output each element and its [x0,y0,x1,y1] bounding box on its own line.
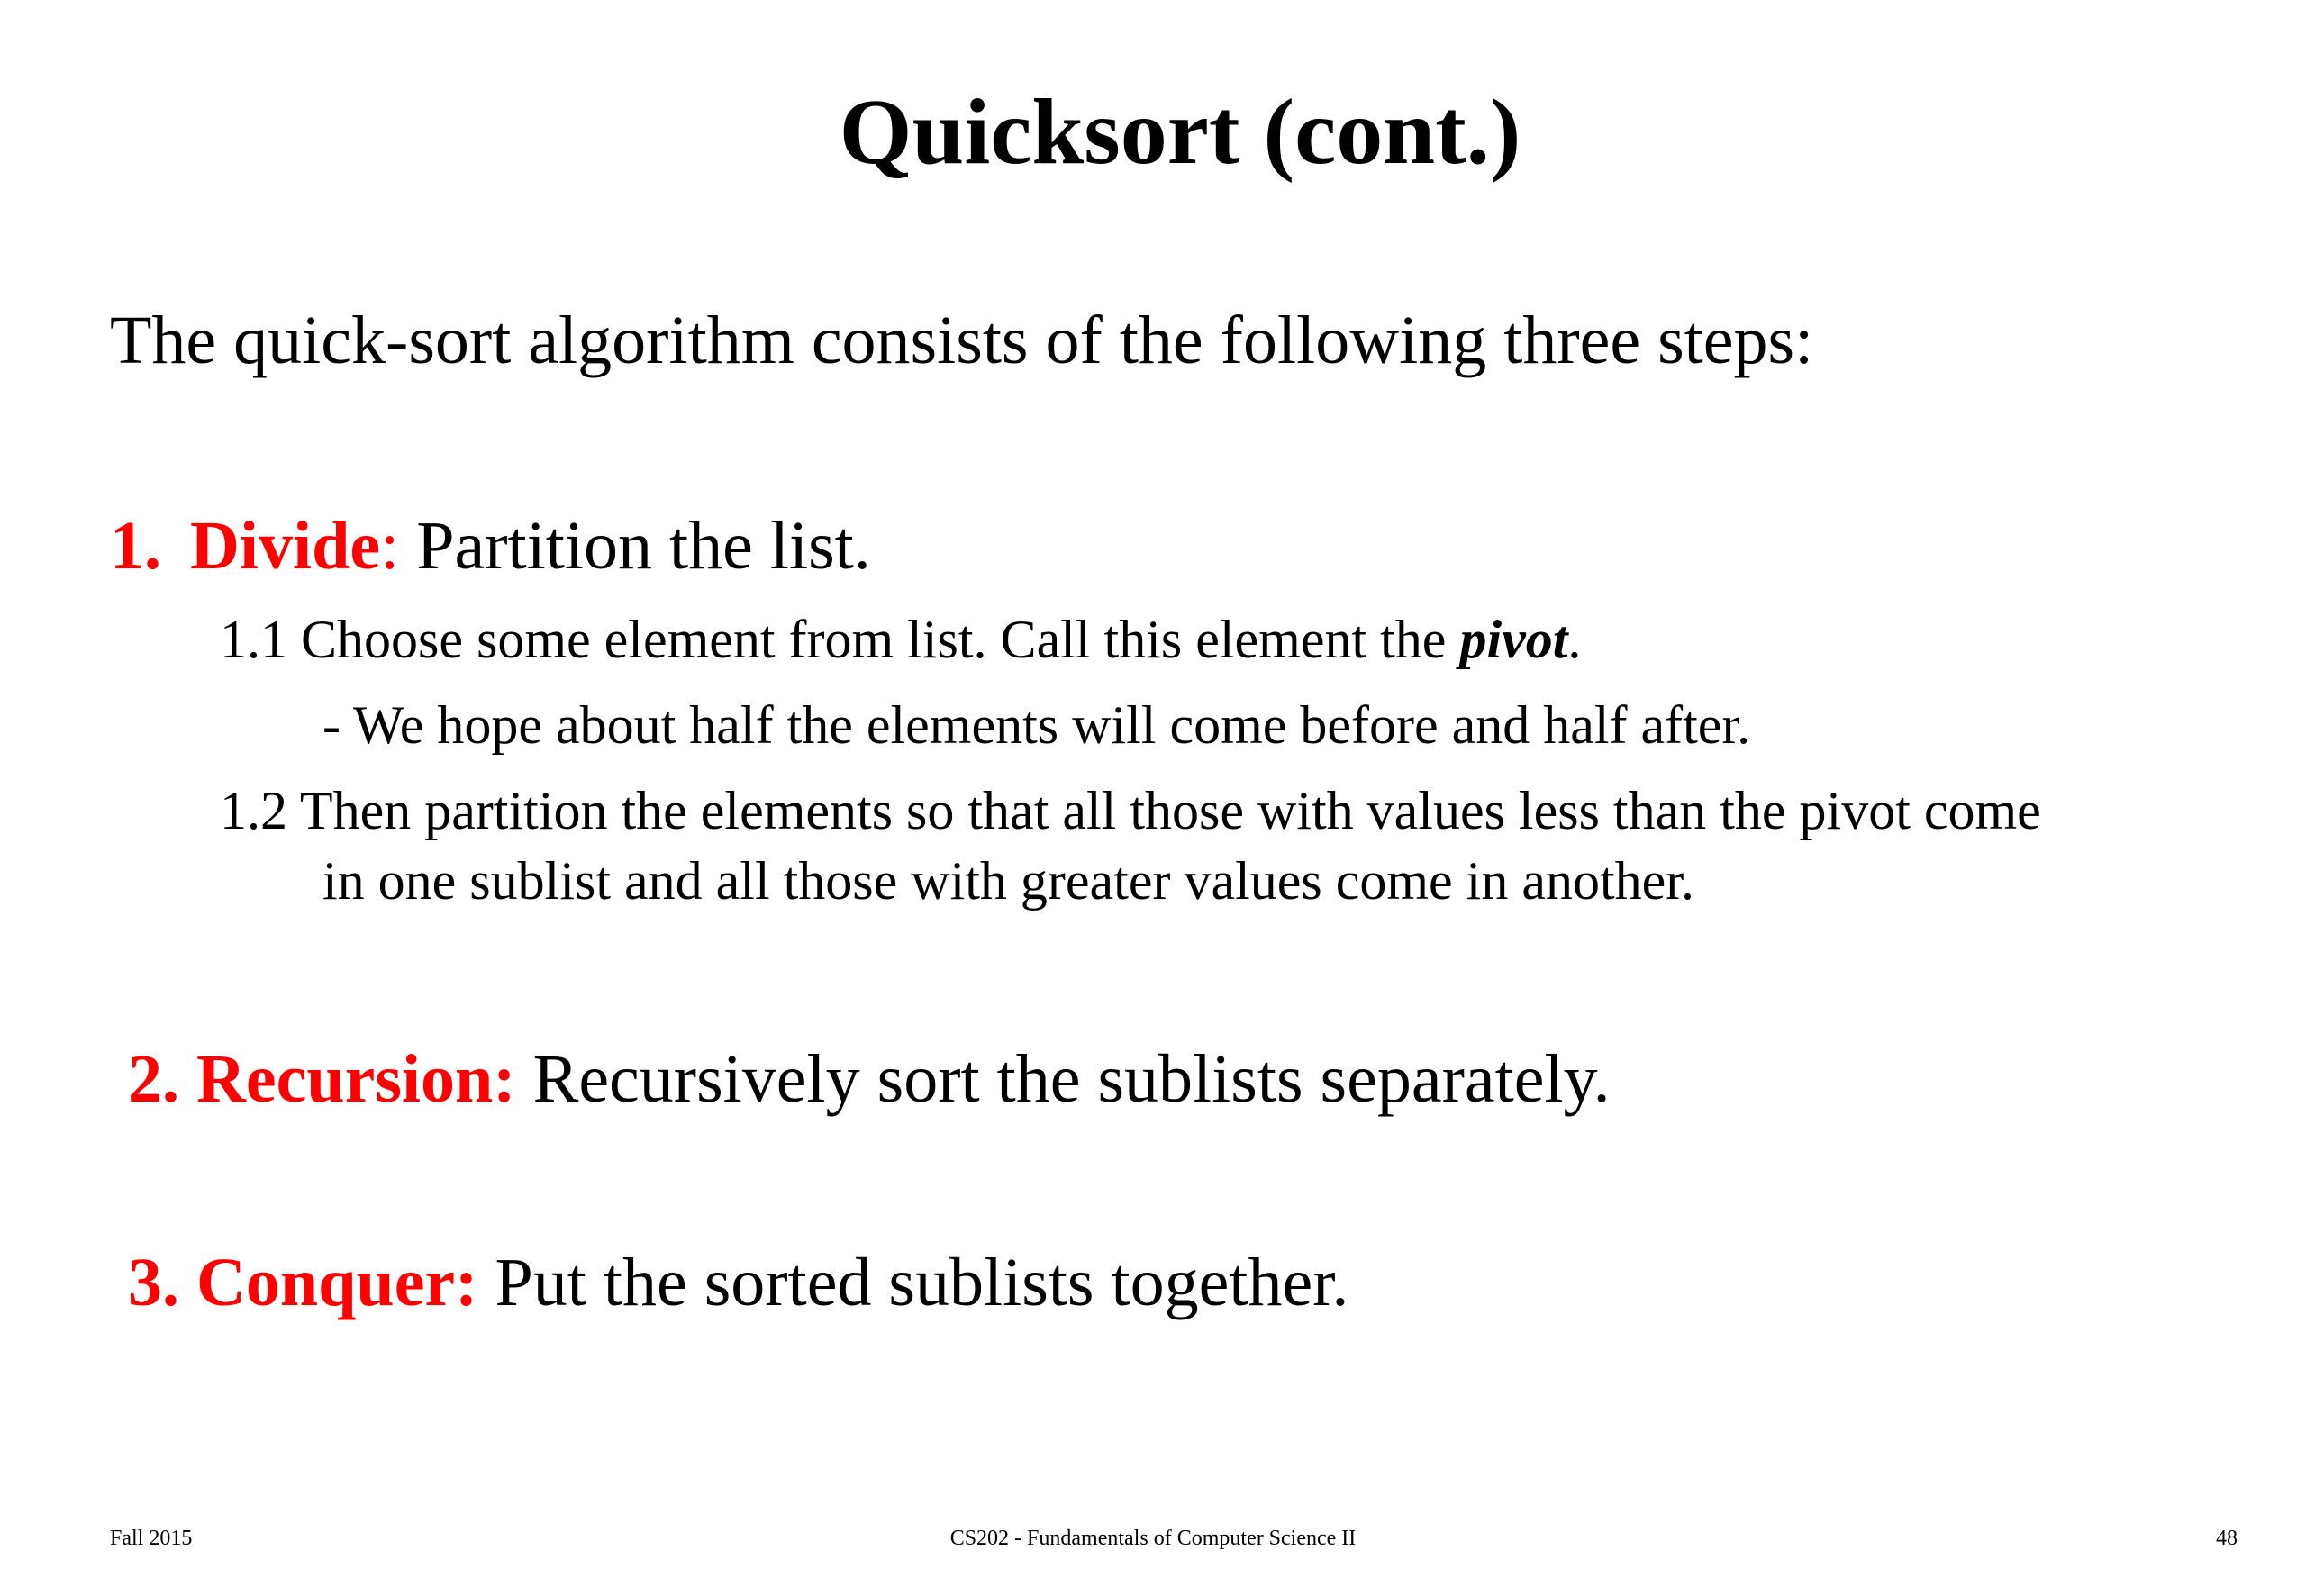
intro-text: The quick-sort algorithm consists of the following three steps: [110,303,1814,378]
step-number: 1. [110,508,161,584]
step-number: 3. [128,1245,179,1320]
step-keyword: Conquer: [196,1245,478,1320]
substep-1-2-line2: in one sublist and all those with greater values come in another. [322,851,1694,911]
substep-end: . [1567,610,1582,669]
substep-1-2-line1: 1.2 Then partition the elements so that all those with values less than the pivot come [220,781,2041,840]
step-recursion [128,1041,1611,1117]
step-text: Recursively sort the sublists separately. [515,1041,1611,1117]
footer-term: Fall 2015 [110,1527,193,1550]
footer-course: CS202 - Fundamentals of Computer Science II [949,1527,1357,1550]
step-keyword: Divide [190,508,381,584]
slide-title: Quicksort (cont.) [839,80,1521,184]
step-conquer [128,1245,1349,1320]
step-divide [110,508,871,584]
step-keyword: Recursion: [196,1041,516,1117]
step-text: Put the sorted sublists together. [477,1245,1349,1320]
step-text: Partition the list. [399,508,871,584]
step-number: 2. [128,1041,179,1117]
step-separator: : [380,508,400,584]
substep-1-1 [220,612,1581,667]
substep-1-1-note: - We hope about half the elements will come before and half after. [322,695,1751,755]
substep-text: 1.1 Choose some element from list. Call this element the [220,610,1460,669]
pivot-term: pivot [1459,610,1568,669]
footer-page-number: 48 [2216,1527,2238,1550]
